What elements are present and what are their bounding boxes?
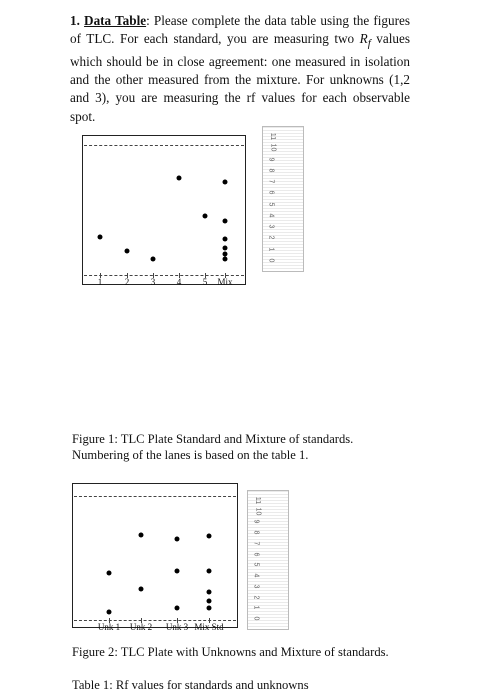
- lane-label: 2: [124, 277, 130, 287]
- tlc-plate-unknowns: [72, 483, 238, 632]
- tlc-spot: [207, 599, 212, 604]
- ruler-number: 1: [252, 605, 260, 610]
- ruler-number: 6: [252, 552, 260, 557]
- tlc-plate-standards: [82, 135, 246, 285]
- ruler-number: 7: [252, 541, 260, 546]
- ruler-number: 4: [252, 573, 260, 578]
- figure-1-caption: Figure 1: TLC Plate Standard and Mixture of standards. Numbering of the lanes is based on the table 1.: [72, 432, 354, 462]
- lane-label: Mix: [217, 277, 233, 287]
- tlc-spot: [207, 569, 212, 574]
- ruler-number: 10: [269, 143, 277, 152]
- tlc-spot: [223, 219, 228, 224]
- instructions-paragraph: 1. Data Table: Please complete the data table using the figures of TLC. For each standard, you are measuring two $R_f$ values which should be in close agreement: one measured in isolation and the other measured from the mixture. For unknowns (1,2 and 3), you are measuring the rf values for each observable spot.: [70, 13, 410, 124]
- tlc-spot: [207, 534, 212, 539]
- figure-2-caption: Figure 2: TLC Plate with Unknowns and Mixture of standards.: [72, 645, 389, 659]
- ruler-number: 11: [254, 496, 262, 505]
- lane-label: 5: [202, 277, 208, 287]
- tlc-spot: [175, 537, 180, 542]
- ruler-number: 2: [252, 595, 260, 599]
- tlc-spot: [203, 214, 208, 219]
- solvent-front-line: [84, 145, 244, 146]
- lane-label: 1: [97, 277, 103, 287]
- tlc-spot: [223, 257, 228, 262]
- tlc-spot: [207, 590, 212, 595]
- ruler-number: 2: [267, 236, 275, 240]
- lane-label: 4: [176, 277, 182, 287]
- tlc-spot: [125, 249, 130, 254]
- tlc-spot: [98, 235, 103, 240]
- tlc-spot: [223, 180, 228, 185]
- lane-label: Mix Std: [194, 622, 224, 632]
- ruler-number: 3: [252, 584, 260, 589]
- lane-label: Unk 3: [165, 622, 189, 632]
- lane-label: Unk 2: [129, 622, 153, 632]
- ruler-number: 9: [252, 520, 260, 524]
- section-heading: 1. Data Table: [70, 13, 147, 28]
- tlc-spot: [175, 606, 180, 611]
- ruler-number: 3: [267, 224, 275, 229]
- ruler-number: 1: [267, 247, 275, 252]
- ruler-number: 9: [267, 157, 275, 161]
- ruler: [247, 490, 289, 630]
- baseline: [74, 620, 236, 621]
- ruler-number: 0: [267, 258, 275, 263]
- ruler: [262, 126, 304, 272]
- tlc-spot: [177, 176, 182, 181]
- tlc-spot: [223, 237, 228, 242]
- ruler-number: 0: [252, 616, 260, 621]
- ruler-number: 8: [267, 168, 275, 173]
- ruler-number: 10: [254, 507, 262, 516]
- tlc-spot: [175, 569, 180, 574]
- solvent-front-line: [74, 496, 236, 497]
- tlc-spot: [223, 246, 228, 251]
- tlc-spot: [107, 571, 112, 576]
- tlc-spot: [207, 606, 212, 611]
- tlc-spot: [151, 257, 156, 262]
- ruler-number: 5: [267, 202, 275, 207]
- ruler-number: 11: [269, 132, 277, 141]
- lane-label: Unk 1: [97, 622, 121, 632]
- ruler-number: 6: [267, 190, 275, 195]
- baseline: [84, 275, 244, 276]
- table-1-caption: Table 1: Rf values for standards and unknowns: [72, 678, 309, 692]
- tlc-spot: [139, 533, 144, 538]
- ruler-number: 5: [252, 562, 260, 567]
- rf-symbol: $R_f$: [359, 31, 371, 50]
- tlc-spot: [139, 587, 144, 592]
- ruler-number: 7: [267, 179, 275, 184]
- ruler-number: 8: [252, 530, 260, 535]
- ruler-number: 4: [267, 213, 275, 218]
- lane-label: 3: [150, 277, 156, 287]
- tlc-spot: [107, 610, 112, 615]
